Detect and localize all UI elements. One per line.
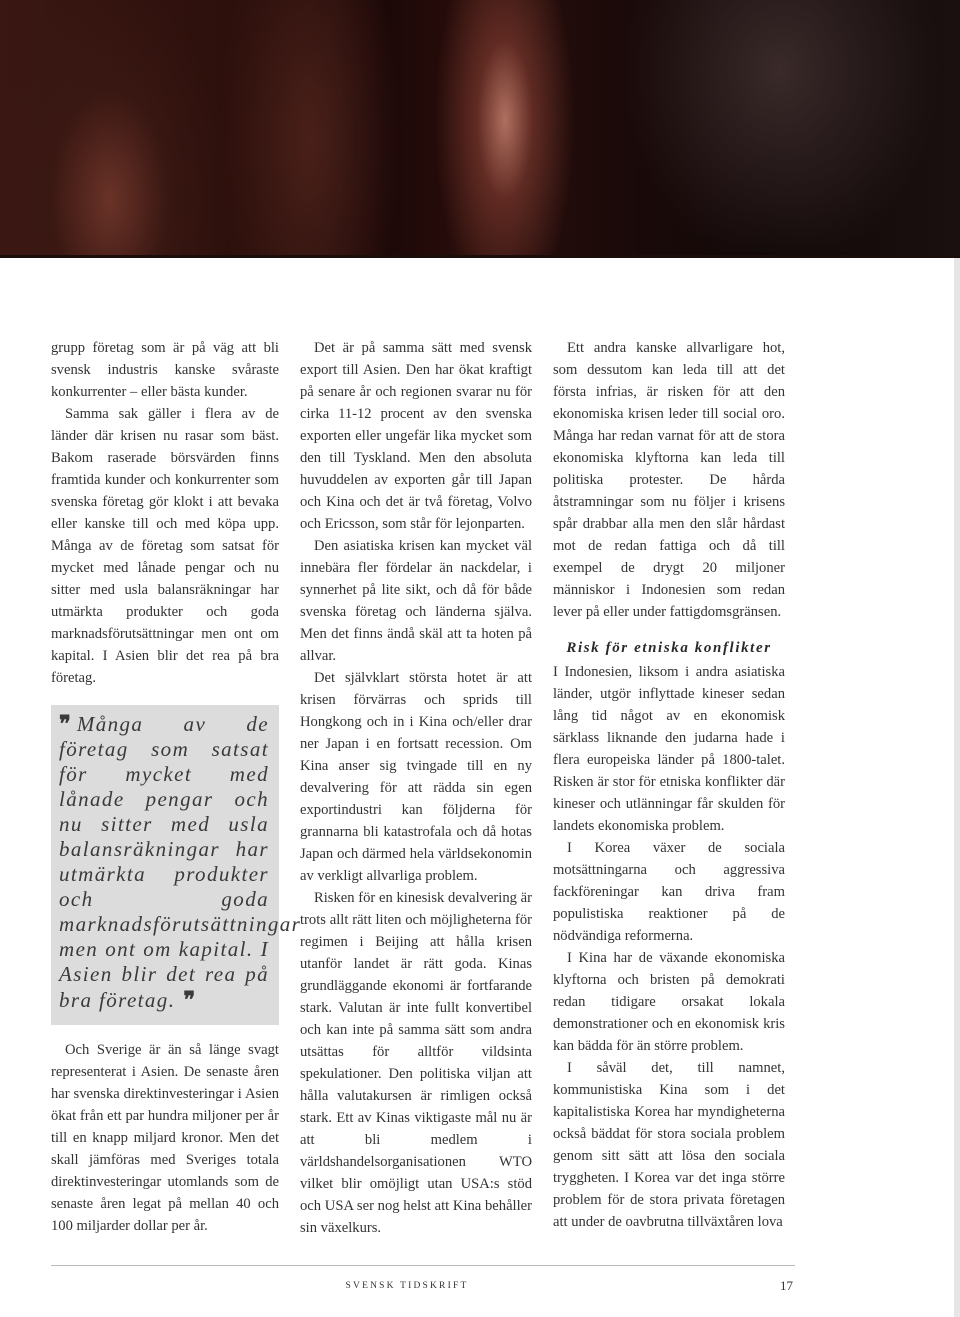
paragraph: Och Sverige är än så länge svagt representerat i Asien. De senaste åren har svenska direktinvesteringar i Asien ökat från ett par hundra miljoner per år till en knapp miljard kronor. Men det skall jämföras med Sveriges totala direktinvesteringar utomlands som de senaste åren legat på mellan 40 och 100 miljarder dollar per år. [51,1042,279,1234]
header-photo [0,0,960,258]
paragraph: Det självklart största hotet är att krisen förvärras och sprids till Hongkong och in i Kina och/eller drar ner Japan i en fortsatt recession. Om Kina anser sig tvingade till en ny devalvering för att rädda sin egen exportindustri kan följderna för grannarna bli katastrofala och då hotas Japan och därmed hela världsekonomin av verkligt allvarliga problem. [300,670,532,884]
paragraph: Samma sak gäller i flera av de länder där krisen nu rasar som bäst. Bakom raserade börsvärden finns framtida kunder och konkurrenter som svenska företag gör klokt i att bevaka eller kanske till och med köpa upp. Många av de företag som satsat för mycket med lånade pengar och nu sitter med usla balansräkningar har utmärkta produkter och goda marknadsförutsättningar men ont om kapital. I Asien blir det rea på bra företag. [51,406,279,686]
paragraph: Risken för en kinesisk devalvering är trots allt rätt liten och möjligheterna för regimen i Beijing att hålla krisen utanför landet är rätt goda. Kinas grundläggande ekonomi är fortfarande stark. Valutan är inte fullt konvertibel och kan inte på samma sätt som andra utsättas för alltför vildsinta spekulationer. Den politiska viljan att hålla valutakursen är rimligen också stark. Ett av Kinas viktigaste mål nu är att bli medlem i världshandelsorganisationen WTO vilket blir omöjligt utan USA:s stöd och USA ser nog helst att Kina behåller sin växelkurs. [300,890,532,1236]
column-3 [553,337,785,1233]
paragraph: I Kina har de växande ekonomiska klyftorna och bristen på demokrati redan tidigare orsakat lokala demonstrationer och en ekonomisk kris kan bädda för än större problem. [553,950,785,1054]
photo-bottom-edge [0,255,960,258]
paragraph: Det är på samma sätt med svensk export till Asien. Den har ökat kraftigt på senare år och regionen svarar nu för cirka 11-12 procent av den svenska exporten eller ungefär lika mycket som den till Tyskland. Men den absoluta huvuddelen av exporten går till Japan och Kina och det är två företag, Volvo och Ericsson, som står för lejonparten. [300,340,532,532]
pull-quote-text: Många av de företag som satsat för mycket med lånade pengar och nu sitter med usla balansräkningar har utmärkta produkter och goda marknadsförutsättningar men ont om kapital. I Asien blir det rea på bra företag. [59,712,302,1012]
footer-divider [51,1265,795,1266]
page-number: 17 [780,1278,793,1293]
quote-open-icon: ❞ [59,711,71,736]
column-1 [51,337,302,1237]
paragraph: Ett andra kanske allvarligare hot, som dessutom kan leda till att det första infrias, är risken för att den ekonomiska krisen leder till social oro. Många har redan varnat för att de stora ekonomiska klyftorna kan leda till politiska protester. De hårda åtstramningar som nu följer i krisens spår drabbar alla men den slår hårdast mot de redan fattiga och då till exempel de drygt 20 miljoner människor i Indonesien som redan lever på eller under fattigdomsgränsen. [553,340,785,620]
paragraph: grupp företag som är på väg att bli svensk industris kanske svåraste konkurrenter – eller bästa kunder. [51,340,279,400]
publication-name: SVENSK TIDSKRIFT [345,1281,469,1291]
paragraph: I Indonesien, liksom i andra asiatiska länder, utgör inflyttade kineser sedan lång tid något av en ekonomisk särklass liknande den judarna hade i flera europeiska länder på 1800-talet. Risken är stor för etniska konflikter där kineser och utlänningar får skulden för landets ekonomiska problem. [553,664,785,834]
page-shadow [954,258,960,1317]
paragraph: I Korea växer de sociala motsättningarna och aggressiva fackföreningar kan driva fram populistiska reaktioner på de nödvändiga reformerna. [553,840,785,944]
paragraph: Den asiatiska krisen kan mycket väl innebära fler fördelar än nackdelar, i synnerhet på lite sikt, och då för både svenska företag och länderna själva. Men det finns ändå skäl att ta hoten på allvar. [300,538,532,664]
pull-quote [51,705,302,1025]
quote-close-icon: ❞ [183,987,196,1012]
paragraph: I såväl det, till namnet, kommunistiska Kina som i det kapitalistiska Korea har myndigheterna också bäddat för stora sociala problem genom sitt sätt att lösa den sociala tryggheten. I Korea var det inga större problem för de stora privata företagen att under de oavbrutna tillväxtåren lova [553,1060,785,1230]
column-2 [300,337,532,1239]
section-heading: Risk för etniska konflikter [566,640,772,656]
